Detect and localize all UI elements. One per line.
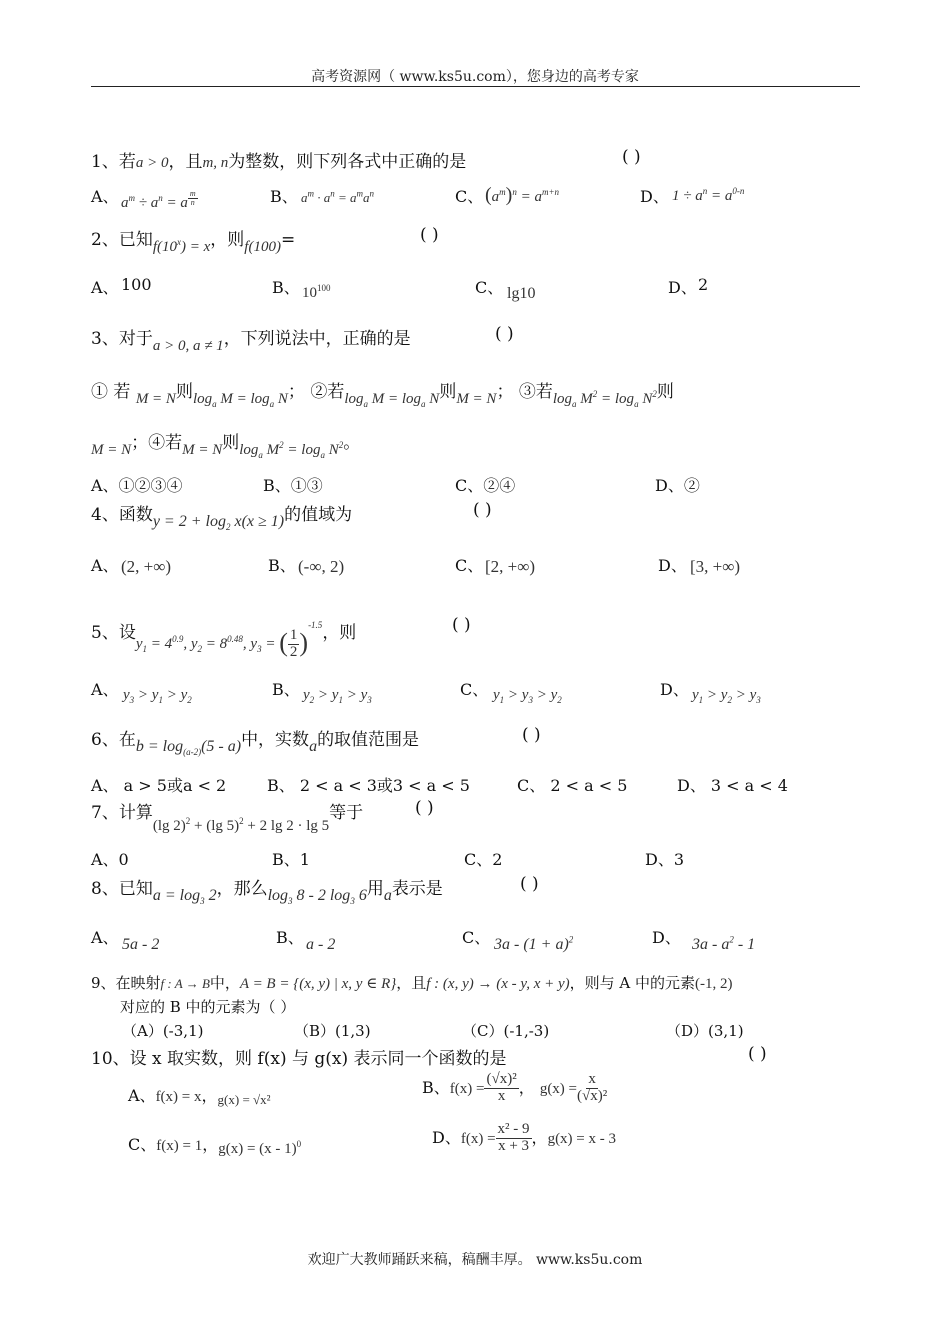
q7-stem-b: 等于 [329, 803, 364, 823]
q9-opt-d: （D）(3,1) [666, 1022, 744, 1040]
q2-stem [91, 225, 296, 255]
q10-opt-d [432, 1122, 616, 1155]
q4-opt-a-label: A、 [91, 556, 119, 575]
q6-opt-a: A、 a > 5或a < 2 [91, 776, 227, 795]
q4-stem-b: 的值域为 [284, 505, 353, 525]
q4-stem [91, 500, 353, 533]
q1-blank: ( ) [622, 147, 641, 167]
q9-math-element: (-1, 2) [695, 976, 733, 992]
q10-opt-c-label: C、 [128, 1135, 157, 1154]
q8-opt-b-value: a - 2 [306, 936, 336, 953]
header-rule [91, 86, 860, 87]
q1-opt-a-label: A、 [91, 187, 119, 206]
q9-opt-b: （B）(1,3) [294, 1022, 371, 1040]
q10-opt-a-g: g(x) = √x² [217, 1092, 271, 1107]
q10-opt-b-sep: ， [518, 1077, 535, 1097]
q7-opt-a: A、0 [91, 850, 129, 869]
q1-opt-d-label: D、 [640, 187, 669, 206]
q1-math-mn: m, n [202, 155, 229, 171]
q3-opt-d: D、② [655, 476, 700, 495]
q3-s4-cond: M = N [182, 442, 223, 458]
q3-statements-line2 [91, 428, 361, 460]
q10-opt-d-g: g(x) = x - 3 [547, 1130, 617, 1147]
q8-stem-d: 表示是 [391, 879, 443, 899]
q9-opt-c: （C）(-1,-3) [462, 1022, 550, 1040]
q1-stem [91, 147, 466, 172]
q5-opt-a-label: A、 [91, 680, 119, 699]
q5-opt-d-label: D、 [660, 680, 689, 699]
q6-stem-b: 中，实数 [241, 730, 310, 750]
q9-opt-a: （A）(-3,1) [122, 1022, 204, 1040]
q3-s1-label: ① 若 [91, 382, 131, 402]
q3-s4-then: 则 [222, 433, 240, 453]
q4-opt-a-value: (2, +∞) [121, 557, 172, 576]
q1-stem-c: 为整数，则下列各式中正确的是 [228, 152, 467, 172]
q5-opt-c-formula: $y_1 > y_3 > y_2$ [493, 687, 562, 705]
q4-opt-d-label: D、 [658, 556, 687, 575]
q4-stem-a: 4、函数 [91, 505, 153, 525]
q8-stem [91, 874, 443, 907]
q3-s2-label: ②若 [310, 382, 345, 402]
q10-opt-d-label: D、 [432, 1127, 461, 1147]
q3-stem-a: 3、对于 [91, 329, 153, 349]
q1-math-a: a > 0 [135, 155, 169, 171]
q3-s4-end: 。 [343, 433, 361, 453]
q5-opt-d-formula: $y_1 > y_2 > y_3$ [692, 687, 761, 705]
q3-s2-result: M = N [456, 391, 497, 407]
q3-opt-c: C、②④ [455, 476, 516, 495]
q6-stem [91, 725, 420, 758]
q2-stem-b: ，则 [210, 230, 245, 250]
q7-blank: ( ) [415, 798, 434, 818]
q2-opt-d-label: D、 [668, 278, 697, 297]
q7-opt-c: C、2 [464, 850, 503, 869]
q2-blank: ( ) [420, 225, 439, 245]
q9-stem-line1 [91, 972, 733, 993]
q7-opt-b: B、1 [272, 850, 310, 869]
q5-opt-a-formula: $y_3 > y_1 > y_2$ [123, 687, 192, 705]
q3-s4-label: ；④若 [131, 433, 183, 453]
q5-opt-b-label: B、 [272, 680, 300, 699]
q10-opt-b-g-frac: $\frac{x}{\text{(√x)²}}$ [577, 1071, 608, 1104]
q10-opt-b-g: g(x) = [539, 1080, 578, 1097]
q3-s3-then: 则 [656, 382, 674, 402]
q2-math-ask: f(100) [244, 239, 281, 255]
q2-math-given: $f(10^x) = x$ [152, 237, 211, 255]
q1-opt-d-formula: $1 \div a^n = a^{0-n}$ [672, 186, 745, 204]
q9-stem-d: ，则与 A 中的元素 [569, 974, 696, 992]
q3-s1-cond: M = N [135, 391, 176, 407]
q3-statements-line1 [91, 377, 674, 409]
q10-stem: 10、设 x 取实数，则 f(x) 与 g(x) 表示同一个函数的是 [91, 1049, 507, 1069]
q3-opt-a: A、①②③④ [91, 476, 183, 495]
q6-math-b: $b = \log_{(a-2)}(5 - a)$ [135, 738, 242, 758]
q7-stem-a: 7、计算 [91, 803, 153, 823]
q10-opt-c-sep: ， [202, 1135, 219, 1154]
q4-opt-b-value: (-∞, 2) [298, 557, 345, 576]
q2-opt-b-value: $10^{100}$ [302, 283, 331, 301]
q3-blank: ( ) [495, 324, 514, 344]
q10-opt-d-f: f(x) = [460, 1130, 496, 1147]
q3-s1-end: ； [287, 382, 305, 402]
q1-opt-b-label: B、 [270, 187, 298, 206]
q3-stem [91, 324, 411, 354]
q1-stem-b: ，且 [168, 152, 203, 172]
q6-opt-d: D、 3 < a < 4 [677, 776, 788, 795]
q9-math-sets: A = B = {(x, y) | x, y ∈ R} [239, 976, 397, 992]
q5-stem-a: 5、设 [91, 623, 136, 643]
q8-opt-c-label: C、 [462, 928, 491, 947]
q10-blank: ( ) [748, 1044, 767, 1064]
q10-opt-a-sep: ， [201, 1086, 218, 1105]
q6-blank: ( ) [522, 725, 541, 745]
q5-opt-b-formula: $y_2 > y_1 > y_3$ [303, 687, 372, 705]
q7-stem [91, 798, 364, 834]
q9-math-rule: f : (x, y) → (x - y, x + y) [426, 976, 570, 992]
q8-math-a: a [383, 887, 392, 904]
q10-opt-c [128, 1132, 301, 1155]
q7-math-expr: (lg 2)$^2$ + (lg 5)$^2$ + 2 lg 2 · lg 5 [152, 816, 330, 834]
q4-opt-c-value: [2, +∞) [485, 557, 536, 576]
q8-math-def: $a = \log_3 2$ [152, 887, 217, 907]
q2-equals: = [280, 230, 296, 250]
q9-math-map: f : A → B [160, 976, 210, 991]
q2-opt-a-label: A、 [91, 278, 119, 297]
q4-opt-d-value: [3, +∞) [690, 557, 741, 576]
q10-opt-c-g: g(x) = (x - 1)$^0$ [218, 1139, 302, 1157]
q2-opt-d-value: 2 [698, 275, 709, 294]
q9-stem-b: 中， [209, 974, 240, 992]
q3-s3-result: M = N [91, 442, 132, 458]
q8-opt-b-label: B、 [276, 928, 304, 947]
q9-stem-a: 9、在映射 [91, 974, 161, 992]
q8-blank: ( ) [520, 874, 539, 894]
q2-opt-b-label: B、 [272, 278, 300, 297]
q10-opt-b-f-frac: $\frac{\text{(√x)²}}{x}$ [486, 1071, 517, 1104]
q10-opt-a [128, 1083, 271, 1106]
q4-opt-b-label: B、 [268, 556, 296, 575]
q3-s3-cond: $\log_a M^2 = \log_a N^2$ [552, 389, 657, 409]
q8-opt-d-value: $3a - a^2 - 1$ [692, 934, 756, 953]
q3-s1-result: $\log_a M = \log_a N$ [192, 391, 288, 409]
q10-opt-b-f: f(x) = [449, 1080, 485, 1097]
q1-opt-c-formula: $(a^m)^n = a^{m+n}$ [485, 184, 560, 206]
q2-opt-a-value: 100 [121, 275, 152, 294]
q7-opt-d: D、3 [645, 850, 685, 869]
q3-s4-result: $\log_a M^2 = \log_a N^2$ [239, 440, 344, 460]
q6-math-a: a [309, 738, 318, 755]
q3-s3-label: ③若 [518, 382, 553, 402]
q10-opt-a-f: f(x) = x [155, 1089, 202, 1105]
q5-stem [91, 615, 357, 661]
q4-opt-c-label: C、 [455, 556, 484, 575]
q8-stem-c: 用 [366, 879, 384, 899]
q2-stem-a: 2、已知 [91, 230, 153, 250]
q4-blank: ( ) [473, 500, 492, 520]
q3-math-cond: a > 0, a ≠ 1 [152, 338, 224, 354]
q1-opt-b-formula: $a^m \cdot a^n = a^ma^n$ [301, 188, 375, 205]
q8-opt-d-label: D、 [652, 928, 681, 947]
q3-s2-cond: $\log_a M = \log_a N$ [344, 391, 440, 409]
q5-opt-c-label: C、 [460, 680, 489, 699]
q8-stem-a: 8、已知 [91, 879, 153, 899]
q8-opt-a-label: A、 [91, 928, 119, 947]
q3-s1-then: 则 [175, 382, 193, 402]
q3-stem-b: ，下列说法中，正确的是 [223, 329, 411, 349]
q10-opt-d-sep: ， [531, 1127, 548, 1147]
q1-stem-a: 1、若 [91, 152, 136, 172]
q10-opt-b [422, 1072, 607, 1105]
q5-math-defs: $y_1 = 4^{0.9}$, $y_2 = 8^{0.48}$, $y_3$ = ( $\frac{1}{2}$ )$^{-1.5}$ [135, 620, 323, 661]
q8-stem-b: ，那么 [216, 879, 268, 899]
q5-blank: ( ) [452, 615, 471, 635]
q6-stem-a: 6、在 [91, 730, 136, 750]
q4-math-func: $y = 2 + \log_2 x(x \ge 1)$ [152, 513, 285, 533]
q10-opt-c-f: f(x) = 1 [156, 1138, 203, 1154]
q1-opt-c-label: C、 [455, 187, 484, 206]
q5-stem-b: ，则 [322, 623, 357, 643]
q9-stem-line2: 对应的 B 中的元素为（ ） [120, 998, 296, 1016]
q10-opt-d-f-frac: $\frac{\text{x² - 9}}{x + 3}$ [497, 1121, 530, 1154]
q10-opt-b-label: B、 [422, 1077, 450, 1097]
q6-stem-c: 的取值范围是 [317, 730, 420, 750]
q2-opt-c-value: lg10 [507, 285, 536, 302]
q3-opt-b: B、①③ [263, 476, 323, 495]
q3-s2-then: 则 [439, 382, 457, 402]
q8-opt-c-value: $3a - (1 + a)^2$ [494, 934, 574, 953]
page-header: 高考资源网（ www.ks5u.com），您身边的高考专家 [311, 69, 639, 85]
page-footer: 欢迎广大教师踊跃来稿，稿酬丰厚。 www.ks5u.com [307, 1252, 643, 1268]
q6-opt-b: B、 2 < a < 3或3 < a < 5 [267, 776, 470, 795]
q9-stem-c: ，且 [396, 974, 427, 992]
q3-s2-end: ； [496, 382, 514, 402]
q2-opt-c-label: C、 [475, 278, 504, 297]
q1-opt-a-formula: $a^m \div a^n = a$ $^{\frac{m}{n}}$ [121, 189, 196, 211]
q6-opt-c: C、 2 < a < 5 [517, 776, 628, 795]
q8-opt-a-value: 5a - 2 [122, 936, 160, 953]
q8-math-expr: $\log_3 8 - 2$ $\log_3 6$ [267, 887, 367, 907]
q10-opt-a-label: A、 [128, 1086, 156, 1105]
